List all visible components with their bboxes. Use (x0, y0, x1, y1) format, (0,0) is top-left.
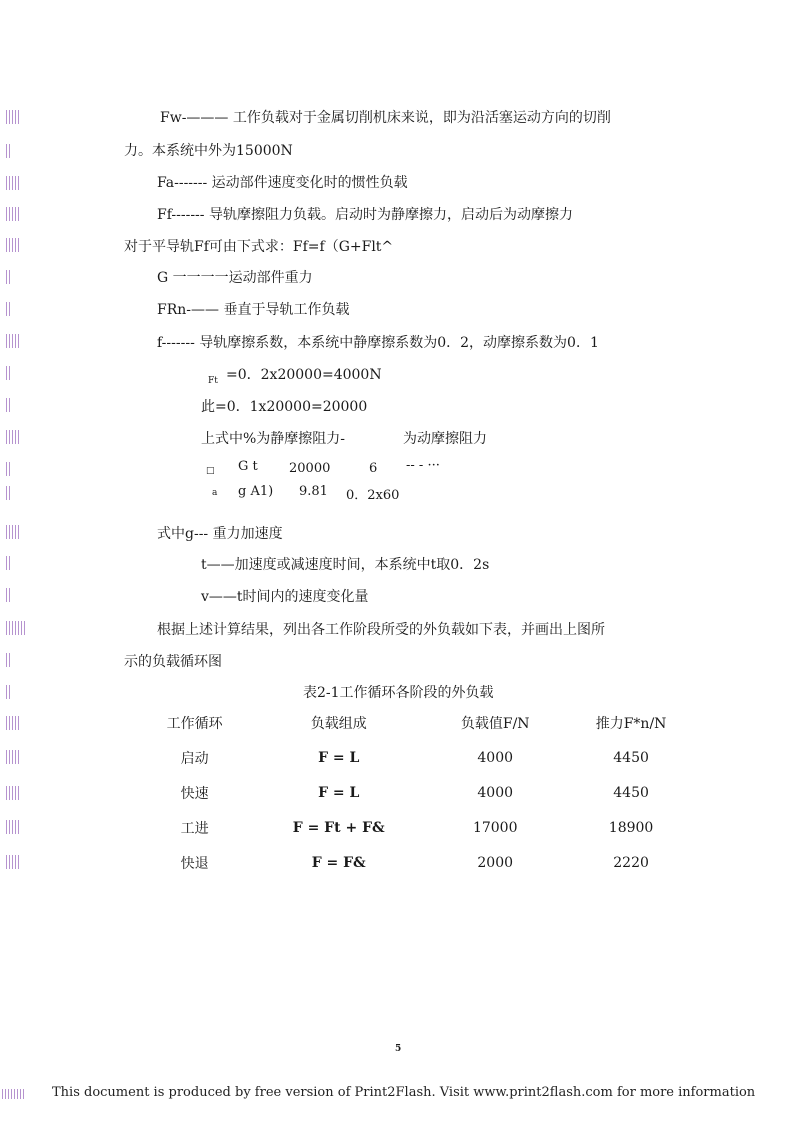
text-line: FRn-—— 垂直于导轨工作负载 (157, 302, 350, 318)
margin-mark (6, 556, 12, 570)
table-header-cell: 负载组成 (310, 716, 367, 732)
table-header-cell: 工作循环 (166, 716, 223, 732)
table-cell: F = L (318, 749, 360, 766)
print2flash-footer: This document is produced by free version of Print2Flash. Visit www.print2flash.com for more information (52, 1085, 756, 1100)
table-cell: 2220 (613, 854, 649, 871)
text-line: Fa------- 运动部件速度变化时的惯性负载 (157, 175, 408, 191)
text-line: f------- 导轨摩擦系数，本系统中静摩擦系数为0．2，动摩擦系数为0．1 (157, 335, 599, 351)
table-cell: F = F& (311, 854, 366, 871)
text-line: t——加速度或减速度时间，本系统中t取0．2s (201, 557, 490, 573)
margin-mark (6, 820, 20, 834)
text-line: 上式中%为静摩擦阻力- (201, 431, 346, 447)
table-cell: 17000 (472, 819, 518, 836)
text-line: 示的负载循环图 (124, 654, 222, 670)
text-line: 式中g--- 重力加速度 (157, 526, 283, 542)
margin-mark (6, 176, 20, 190)
margin-mark (6, 270, 12, 284)
margin-mark (6, 207, 20, 221)
text-line: G 一一一一运动部件重力 (157, 270, 313, 286)
table-cell: F = Ft + F& (292, 819, 385, 836)
subscript-text: Ft (208, 376, 218, 386)
table-row (140, 810, 700, 845)
table-cell: 快速 (180, 785, 209, 802)
table-cell: 4450 (613, 784, 649, 801)
table-cell: 4450 (613, 749, 649, 766)
margin-mark (6, 750, 20, 764)
table-header-cell: 推力F*n/N (595, 716, 667, 732)
text-line: 为动摩擦阻力 (403, 431, 487, 447)
table-cell: 2000 (477, 854, 514, 871)
formula-fragment: g A1) (238, 484, 274, 499)
margin-mark (6, 302, 12, 316)
margin-mark (6, 486, 12, 500)
formula-fragment: 20000 (289, 461, 331, 476)
page-number: 5 (395, 1044, 402, 1054)
formula-fragment: 6 (369, 461, 378, 476)
margin-mark (6, 334, 20, 348)
table-cell: F = L (318, 784, 360, 801)
table-row (140, 845, 700, 880)
margin-mark (6, 653, 12, 667)
table-header-row (140, 706, 700, 740)
formula-fragment: 9.81 (299, 484, 328, 499)
table-cell: 4000 (477, 749, 514, 766)
text-line: Ff------- 导轨摩擦阻力负载。启动时为静摩擦力，启动后为动摩擦力 (157, 207, 573, 223)
text-line: 此=0．1x20000=20000 (201, 399, 368, 415)
margin-mark (6, 685, 12, 699)
table-caption: 表2-1工作循环各阶段的外负载 (303, 685, 494, 701)
formula-fragment: -- - ··· (406, 458, 440, 473)
margin-mark (6, 238, 20, 252)
margin-mark (6, 786, 20, 800)
text-line: 力。本系统中外为15000N (124, 143, 293, 159)
formula-fragment: 0．2x60 (346, 488, 400, 503)
margin-mark (6, 462, 12, 476)
margin-mark (6, 716, 20, 730)
margin-mark (6, 855, 20, 869)
margin-mark (6, 110, 20, 124)
margin-mark (6, 398, 12, 412)
margin-mark (6, 366, 12, 380)
margin-mark (6, 525, 20, 539)
table-cell: 启动 (180, 750, 209, 767)
margin-mark (6, 430, 20, 444)
table-cell: 快退 (180, 855, 209, 872)
table-cell: 18900 (608, 819, 654, 836)
text-line: 根据上述计算结果，列出各工作阶段所受的外负载如下表，并画出上图所 (157, 622, 605, 638)
formula-fragment: G t (238, 459, 258, 474)
table-cell: 4000 (477, 784, 514, 801)
formula-fragment: □ (206, 466, 215, 476)
table-row (140, 775, 700, 810)
load-table (140, 706, 700, 880)
text-line: =0．2x20000=4000N (226, 367, 382, 383)
margin-mark (6, 588, 12, 602)
table-row (140, 740, 700, 775)
footer-mark (2, 1089, 24, 1099)
text-line: Fw-——— 工作负载对于金属切削机床来说，即为沿活塞运动方向的切削 (160, 110, 611, 126)
table-cell: 工进 (180, 820, 209, 837)
margin-mark (6, 144, 12, 158)
margin-mark (6, 621, 26, 635)
formula-fragment: a (212, 488, 218, 498)
text-line: v——t时间内的速度变化量 (201, 589, 369, 605)
text-line: 对于平导轨Ff可由下式求：Ff=f（G+Flt^ (124, 239, 394, 255)
table-header-cell: 负载值F/N (460, 716, 530, 732)
